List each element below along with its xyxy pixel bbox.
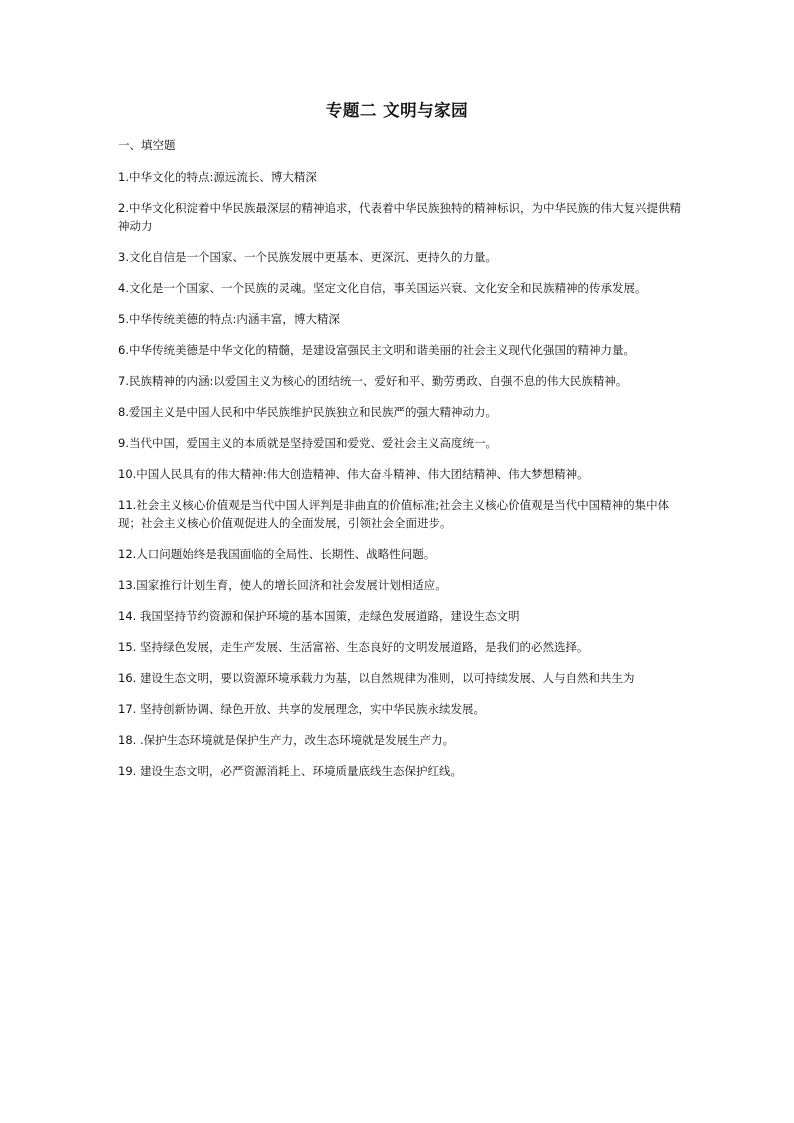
list-item: 1.中华文化的特点:源远流长、博大精深 — [118, 170, 317, 184]
list-item: 8.爱国主义是中国人民和中华民族维护民族独立和民族严的强大精神动力。 — [118, 405, 497, 419]
list-item: 7.民族精神的内涵:以爱国主义为核心的团结统一、爱好和平、勤劳勇政、自强不息的伟大民族精神。 — [118, 374, 628, 388]
list-item: 9.当代中国，爱国主义的本质就是坚持爱国和爱党、爱社会主义高度统一。 — [118, 436, 497, 450]
list-item: 2.中华文化积淀着中华民族最深层的精神追求，代表着中华民族独特的精神标识，为中华民族的伟大复兴提供精神动力 — [118, 201, 681, 233]
list-item: 5.中华传统美德的特点:内涵丰富，博大精深 — [118, 312, 340, 326]
list-item: 16. 建设生态文明，要以资源环境承载力为基，以自然规律为准则，以可持续发展、人与自然和共生为 — [118, 671, 635, 685]
list-item: 11.社会主义核心价值观是当代中国人评判是非曲直的价值标准;社会主义核心价值观是当代中国精神的集中体现；社会主义核心价值观促进人的全面发展，引领社会全面进步。 — [118, 498, 670, 530]
list-item: 10.中国人民具有的伟大精神:伟大创造精神、伟大奋斗精神、伟大团结精神、伟大梦想精神。 — [118, 467, 589, 481]
list-item: 15. 坚持绿色发展，走生产发展、生活富裕、生态良好的文明发展道路，是我们的必然选择。 — [118, 640, 589, 654]
list-item: 17. 坚持创新协调、绿色开放、共享的发展理念，实中华民族永续发展。 — [118, 702, 485, 716]
section-heading: 一、填空题 — [118, 138, 176, 152]
question-list — [118, 168, 686, 793]
list-item: 13.国家推行计划生育，使人的增长回济和社会发展计划相适应。 — [118, 578, 447, 592]
list-item: 14. 我国坚持节约资源和保护环境的基本国策，走绿色发展道路，建设生态文明 — [118, 609, 520, 623]
list-item: 3.文化自信是一个国家、一个民族发展中更基本、更深沉、更持久的力量。 — [118, 250, 497, 264]
list-item: 12.人口问题始终是我国面临的全局性、长期性、战略性问题。 — [118, 547, 436, 561]
list-item: 19. 建设生态文明，必严资源消耗上、环境质量底线生态保护红线。 — [118, 764, 462, 778]
page-title: 专题二 文明与家园 — [325, 101, 469, 120]
list-item: 6.中华传统美德是中华文化的精髓，是建设富强民主文明和谐美丽的社会主义现代化强国的精神力量。 — [118, 343, 635, 357]
list-item: 4.文化是一个国家、一个民族的灵魂。坚定文化自信，事关国运兴衰、文化安全和民族精神的传承发展。 — [118, 281, 647, 295]
list-item: 18. .保护生态环境就是保护生产力，改生态环境就是发展生产力。 — [118, 733, 455, 747]
